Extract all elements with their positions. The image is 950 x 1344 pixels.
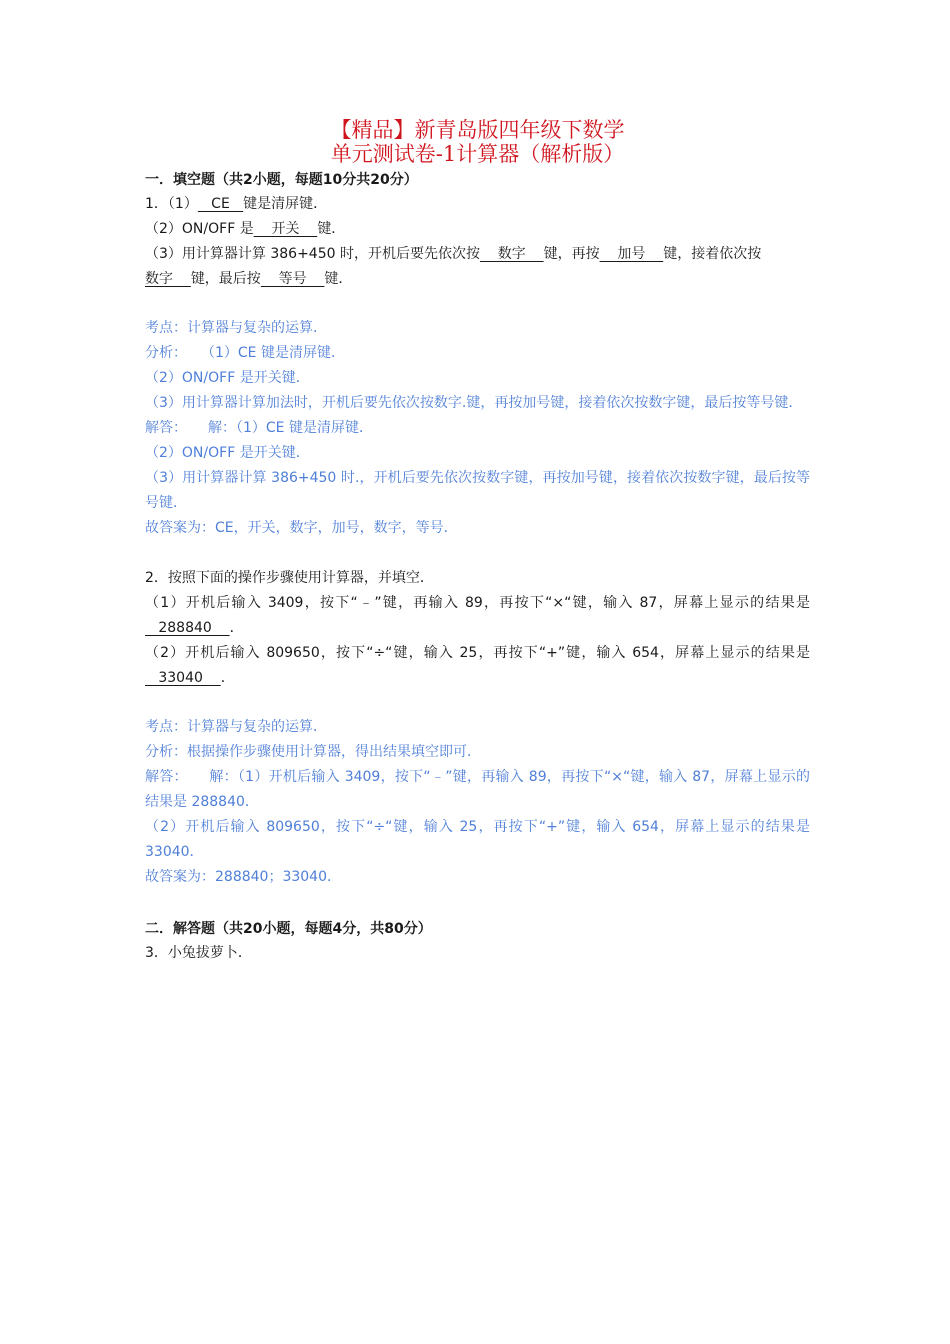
q1-blank-ce: CE (197, 196, 244, 212)
q2-text: （2）开机后输入 809650，按下“÷“键，输入 25，再按下“+”键，输入 654，屏幕上显示的结果是 (145, 645, 810, 661)
q3-stem: 3．小兔拔萝卜． (145, 945, 252, 961)
q2-fenxi: 分析：根据操作步骤使用计算器，得出结果填空即可． (145, 744, 481, 760)
q1-blank-equals: 等号 (260, 271, 325, 287)
q1-line-1 (145, 192, 810, 217)
q1-jieda-1: 解答： 解：（1）CE 键是清屏键． (145, 420, 373, 436)
document-page (145, 118, 810, 966)
q2-answer: 故答案为：288840；33040． (145, 869, 341, 885)
q2-blank-1: 288840 (145, 620, 230, 636)
q1-fenxi-3: （3）用计算器计算加法时，开机后要先依次按数字.键，再按加号键，接着依次按数字键，最后按等号键． (145, 395, 803, 411)
q1-line-3 (145, 242, 810, 292)
section-1-heading: 一．填空题（共2小题，每题10分共20分） (145, 172, 418, 188)
q1-text: 键，最后按 (190, 271, 261, 287)
title-line-2: 单元测试卷-1计算器（解析版） (330, 142, 625, 166)
q1-text: （2）ON/OFF 是 (145, 221, 254, 237)
q1-fenxi-2: （2）ON/OFF 是开关键． (145, 370, 310, 386)
q1-text: 键． (324, 271, 353, 287)
q2-jieda-2: （2）开机后输入 809650，按下“÷“键，输入 25，再按下“+”键，输入 654，屏幕上显示的结果是 33040． (145, 819, 810, 860)
q1-blank-onoff: 开关 (253, 221, 318, 237)
section-2-heading: 二．解答题（共20小题，每题4分，共80分） (145, 921, 432, 937)
q1-text: 键是清屏键． (243, 196, 328, 212)
q1-text: 键． (317, 221, 346, 237)
q1-text: 1．（1） (145, 196, 198, 212)
q2-blank-2: 33040 (145, 670, 221, 686)
q1-text: 键，接着依次按 (663, 246, 762, 262)
q1-text: 键，再按 (543, 246, 600, 262)
title-line-1: 【精品】新青岛版四年级下数学 (330, 118, 625, 142)
q1-blank-plus: 加号 (599, 246, 664, 262)
q1-kaodian: 考点：计算器与复杂的运算． (145, 320, 327, 336)
q2-text: ． (229, 620, 244, 636)
q1-jieda-3: （3）用计算器计算 386+450 时.，开机后要先依次按数字键，再按加号键，接着依次按数字键，最后按等号键． (145, 470, 810, 511)
q2-text: ． (220, 670, 235, 686)
document-title (145, 118, 810, 166)
q2-kaodian: 考点：计算器与复杂的运算． (145, 719, 327, 735)
q1-blank-digits-1: 数字 (479, 246, 544, 262)
question-2 (145, 566, 810, 890)
q1-jieda-2: （2）ON/OFF 是开关键． (145, 445, 310, 461)
q1-answer: 故答案为：CE，开关，数字，加号，数字，等号． (145, 520, 458, 536)
q1-line-2 (145, 217, 810, 242)
q2-text: （1）开机后输入 3409，按下“﹣”键，再输入 89，再按下“×“键，输入 87，屏幕上显示的结果是 (145, 595, 810, 611)
question-1 (145, 192, 810, 541)
q2-part-1 (145, 591, 810, 641)
q1-fenxi-1: 分析： （1）CE 键是清屏键． (145, 345, 345, 361)
q2-part-2 (145, 641, 810, 691)
q1-blank-digits-2: 数字 (145, 271, 191, 287)
q2-stem: 2．按照下面的操作步骤使用计算器，并填空． (145, 570, 434, 586)
q2-jieda-1: 解答： 解：（1）开机后输入 3409，按下“﹣”键，再输入 89，再按下“×“键，输入 87，屏幕上显示的结果是 288840． (145, 769, 810, 810)
q1-text: （3）用计算器计算 386+450 时，开机后要先依次按 (145, 246, 480, 262)
